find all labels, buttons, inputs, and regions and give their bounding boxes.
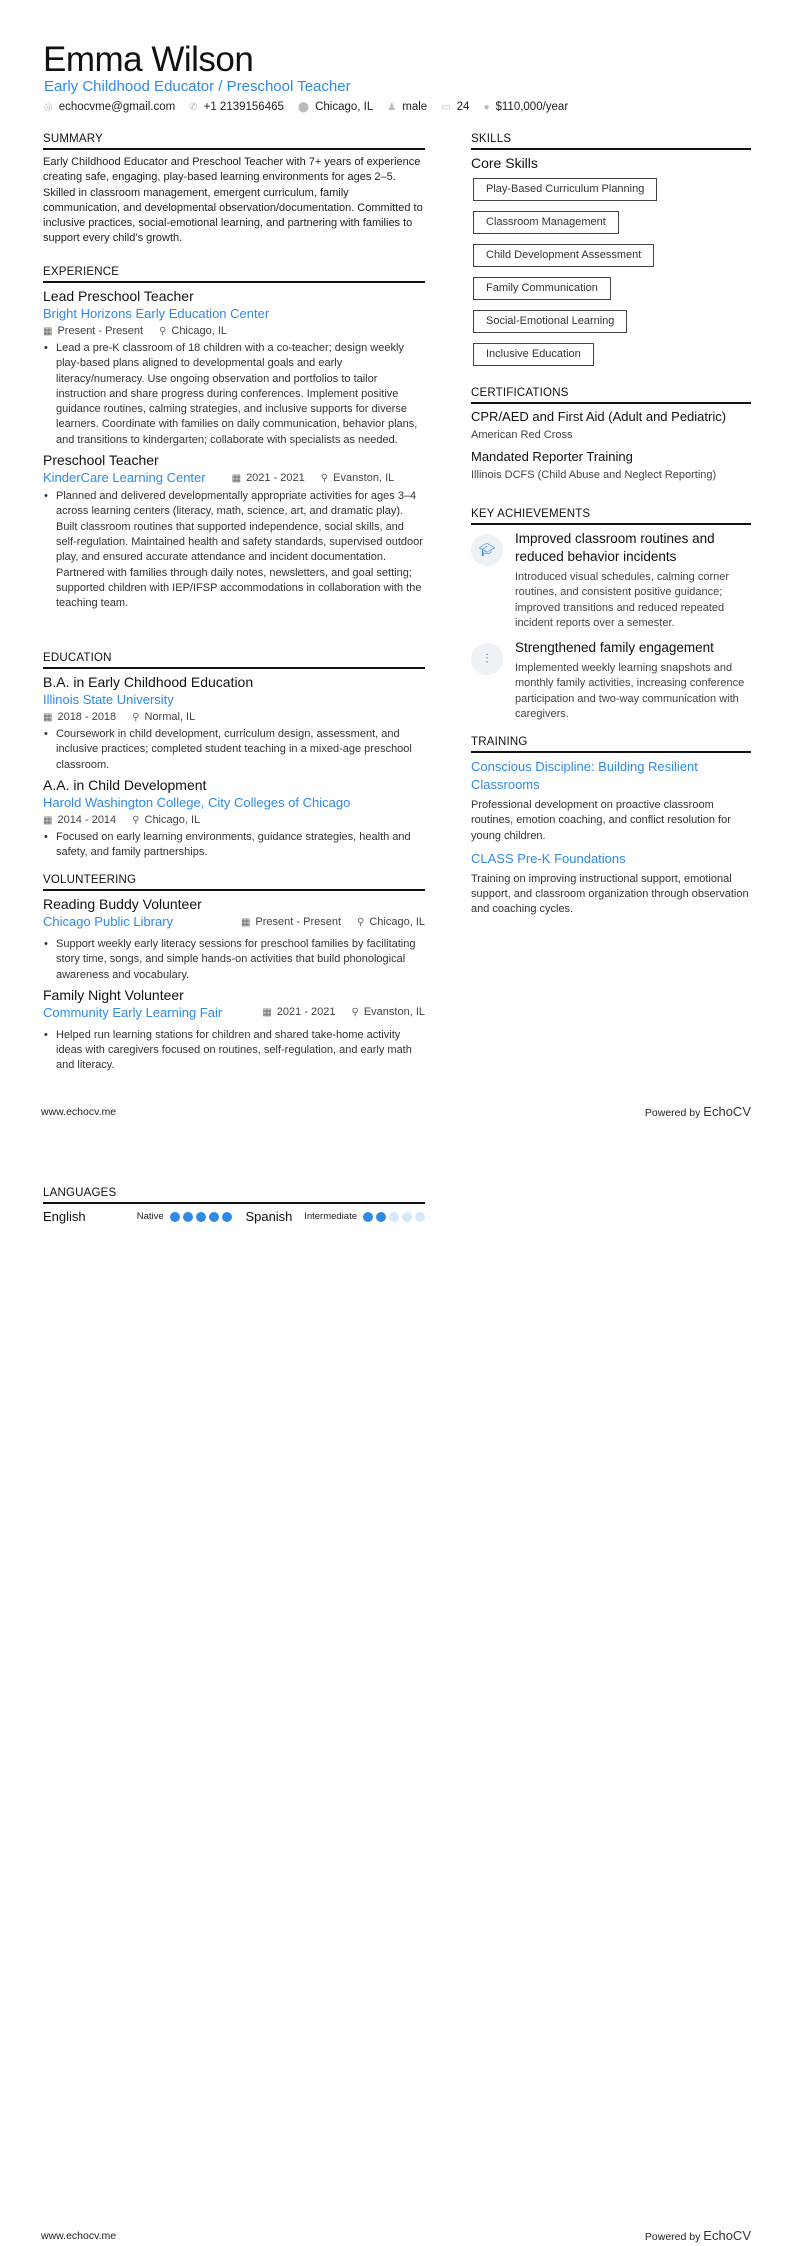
section-heading: EXPERIENCE bbox=[43, 266, 425, 283]
location-icon: ⬤ bbox=[297, 101, 310, 113]
section-heading: EDUCATION bbox=[43, 652, 425, 669]
section-heading: CERTIFICATIONS bbox=[471, 387, 751, 404]
proficiency-dot bbox=[363, 1212, 373, 1222]
location: Chicago, IL bbox=[144, 813, 201, 826]
calendar-icon: ▦ bbox=[262, 1007, 272, 1019]
proficiency-dot bbox=[196, 1212, 206, 1222]
volunteering-section bbox=[43, 874, 425, 1074]
powered-label: Powered by bbox=[644, 2231, 701, 2243]
achievement-desc: Introduced visual schedules, calming corner routines, and consistent positive guidance; improved transitions and reduced repeated incident reports over a semester. bbox=[515, 571, 730, 629]
proficiency-dot bbox=[183, 1212, 193, 1222]
location: Evanston, IL bbox=[333, 471, 395, 484]
section-heading: KEY ACHIEVEMENTS bbox=[471, 508, 751, 525]
achievement-title: Strengthened family engagement bbox=[515, 640, 714, 656]
bullet: • Planned and delivered developmentally appropriate activities for ages 3–4 across learning centers (literacy, math, science, art, and dramatic play). Built classroom routines that supported independence, social skills, and self-regulation. Maintained health and safety standards, supervised outdoor play, and ensured accurate attendance and incident documentation. Partnered with families through daily notes, newsletters, and goal setting; supported children with IEP/IFSP accommodations in collaboration with the teaching team. bbox=[43, 489, 425, 611]
gender: male bbox=[402, 101, 428, 113]
proficiency-dot bbox=[415, 1212, 425, 1222]
location-icon: ⚲ bbox=[357, 916, 365, 928]
footer-url[interactable]: www.echocv.me bbox=[41, 1106, 117, 1118]
section-heading: SUMMARY bbox=[43, 133, 425, 150]
candidate-name: Emma Wilson bbox=[43, 40, 254, 79]
achievement-item bbox=[471, 639, 751, 722]
certification-title: CPR/AED and First Aid (Adult and Pediatric) bbox=[471, 409, 727, 424]
proficiency-dots bbox=[363, 1212, 425, 1222]
section-heading: TRAINING bbox=[471, 736, 751, 753]
section-heading: VOLUNTEERING bbox=[43, 874, 425, 891]
section-heading: LANGUAGES bbox=[43, 1187, 425, 1204]
experience-section bbox=[43, 266, 425, 611]
proficiency-dot bbox=[402, 1212, 412, 1222]
powered-by bbox=[645, 2228, 751, 2243]
calendar-icon: ▭ bbox=[441, 101, 451, 113]
calendar-icon: ▦ bbox=[43, 712, 53, 723]
certification-issuer: Illinois DCFS (Child Abuse and Neglect Reporting) bbox=[471, 469, 717, 481]
location: Chicago, IL bbox=[315, 101, 374, 113]
brand-logo[interactable]: EchoCV bbox=[703, 1104, 751, 1119]
achievements-section bbox=[471, 508, 751, 730]
dates: 2021 - 2021 bbox=[276, 1006, 336, 1019]
skill-pill: Inclusive Education bbox=[473, 343, 594, 366]
calendar-icon: ▦ bbox=[231, 472, 242, 484]
achievement-item bbox=[471, 530, 751, 631]
location-icon: ⚲ bbox=[132, 712, 140, 723]
calendar-icon: ▦ bbox=[43, 326, 53, 337]
location: Normal, IL bbox=[144, 711, 196, 723]
dates: 2014 - 2014 bbox=[57, 813, 117, 826]
footer-url[interactable]: www.echocv.me bbox=[41, 2230, 117, 2242]
school: Illinois State University bbox=[43, 692, 174, 707]
bullet: • Support weekly early literacy sessions for preschool families by facilitating story time, songs, and simple hands-on activities that build phonological awareness and vocabulary. bbox=[43, 937, 425, 983]
proficiency-dots bbox=[170, 1212, 232, 1222]
skill-pill: Classroom Management bbox=[473, 211, 619, 234]
location-icon: ⚲ bbox=[351, 1007, 359, 1019]
contact-bar bbox=[44, 101, 568, 113]
experience-item bbox=[43, 452, 425, 611]
proficiency-dot bbox=[376, 1212, 386, 1222]
dates: 2018 - 2018 bbox=[57, 711, 117, 723]
role-title: Reading Buddy Volunteer bbox=[43, 896, 202, 912]
user-icon: ♟ bbox=[387, 101, 397, 113]
salary: $110,000/year bbox=[495, 101, 569, 113]
education-item bbox=[43, 674, 425, 773]
graduation-cap-icon: 🎓︎ bbox=[471, 534, 503, 566]
languages-section bbox=[43, 1187, 425, 1224]
skill-pill: Child Development Assessment bbox=[473, 244, 654, 267]
money-icon: ● bbox=[483, 101, 490, 113]
bullet: • Coursework in child development, curriculum design, assessment, and inclusive practices; completed student teaching in a mixed-age preschool classroom. bbox=[43, 727, 425, 773]
organization: Community Early Learning Fair bbox=[43, 1004, 223, 1020]
role-title: Family Night Volunteer bbox=[43, 986, 184, 1003]
at-icon: ◎ bbox=[44, 101, 53, 113]
dates: Present - Present bbox=[57, 325, 144, 337]
degree: A.A. in Child Development bbox=[43, 776, 207, 793]
volunteering-item bbox=[43, 987, 425, 1074]
job-title: Lead Preschool Teacher bbox=[43, 288, 194, 304]
proficiency-dot bbox=[222, 1212, 232, 1222]
achievement-desc: Implemented weekly learning snapshots and monthly family activities, increasing conference participation and two-way communication with caregivers. bbox=[515, 662, 745, 721]
location: Chicago, IL bbox=[171, 325, 228, 337]
email[interactable]: echocvme@gmail.com bbox=[58, 101, 176, 113]
skill-group-title: Core Skills bbox=[471, 155, 538, 171]
powered-label: Powered by bbox=[644, 1107, 701, 1119]
employer: KinderCare Learning Center bbox=[43, 470, 206, 486]
skill-pill: Social-Emotional Learning bbox=[473, 310, 627, 333]
certifications-section bbox=[471, 387, 751, 489]
location-icon: ⚲ bbox=[159, 326, 167, 337]
location: Chicago, IL bbox=[369, 915, 425, 928]
proficiency-dot bbox=[389, 1212, 399, 1222]
skills-section bbox=[471, 133, 751, 376]
skill-pill: Play-Based Curriculum Planning bbox=[473, 178, 657, 201]
bullet: • Lead a pre-K classroom of 18 children with a co-teacher; design weekly play-based plans aligned to developmental goals and early literacy/numeracy. Use ongoing observation and portfolios to tailor instruction and share progress during conferences. Implement positive guidance routines, calming strategies, and inclusive supports for diverse learners. Coordinate with families on daily communication, behavior plans, and transitions to kindergarten; collaborate with specialists as needed. bbox=[43, 341, 425, 448]
summary-text: Early Childhood Educator and Preschool Teacher with 7+ years of experience creating safe, engaging, play-based learning environments for ages 2–5. Skilled in classroom management, emergent curriculum, family communication, and developmental observation/documentation. Committed to inclusive practices, social-emotional learning, and partnering with families to support every child’s growth. bbox=[43, 156, 423, 245]
certification-issuer: American Red Cross bbox=[471, 429, 573, 441]
age: 24 bbox=[456, 101, 470, 113]
job-title: Preschool Teacher bbox=[43, 452, 159, 469]
skill-pill: Family Communication bbox=[473, 277, 611, 300]
sliders-icon: ⫶ bbox=[471, 643, 503, 675]
certification-title: Mandated Reporter Training bbox=[471, 449, 633, 464]
bullet: • Focused on early learning environments, guidance strategies, health and safety, and family partnerships. bbox=[43, 830, 425, 861]
degree: B.A. in Early Childhood Education bbox=[43, 674, 254, 690]
dates: 2021 - 2021 bbox=[246, 471, 305, 484]
location-icon: ⚲ bbox=[320, 472, 329, 484]
training-title: CLASS Pre-K Foundations bbox=[471, 850, 626, 866]
section-heading: SKILLS bbox=[471, 133, 751, 150]
calendar-icon: ▦ bbox=[43, 814, 53, 826]
calendar-icon: ▦ bbox=[240, 916, 251, 928]
proficiency-dot bbox=[170, 1212, 180, 1222]
location-icon: ⚲ bbox=[132, 814, 140, 826]
dates: Present - Present bbox=[255, 915, 342, 928]
achievement-title: Improved classroom routines and reduced behavior incidents bbox=[515, 531, 715, 564]
summary-section bbox=[43, 133, 425, 247]
training-desc: Professional development on proactive classroom routines, emotion coaching, and conflict resolution for young children. bbox=[471, 799, 731, 842]
volunteering-item bbox=[43, 896, 425, 983]
experience-item bbox=[43, 288, 425, 448]
training-title: Conscious Discipline: Building Resilient Classrooms bbox=[471, 759, 698, 792]
bullet: • Helped run learning stations for children and shared take-home activity ideas with caregivers focused on routines, self-regulation, and early math and literacy. bbox=[43, 1028, 425, 1074]
powered-by bbox=[645, 1104, 751, 1119]
phone[interactable]: +1 2139156465 bbox=[203, 101, 284, 113]
location: Evanston, IL bbox=[363, 1006, 425, 1019]
language-name: English bbox=[43, 1209, 86, 1224]
candidate-title: Early Childhood Educator / Preschool Teacher bbox=[44, 78, 351, 95]
training-section bbox=[471, 736, 751, 924]
education-item bbox=[43, 777, 425, 861]
education-section bbox=[43, 652, 425, 860]
brand-logo[interactable]: EchoCV bbox=[703, 2228, 751, 2243]
organization: Chicago Public Library bbox=[43, 914, 174, 929]
employer: Bright Horizons Early Education Center bbox=[43, 306, 270, 321]
training-desc: Training on improving instructional support, emotional support, and classroom organization through observation and coaching cycles. bbox=[471, 872, 749, 916]
phone-icon: ✆ bbox=[189, 101, 198, 113]
proficiency-dot bbox=[209, 1212, 219, 1222]
language-level: Native bbox=[136, 1211, 164, 1222]
language-level: Intermediate bbox=[304, 1211, 357, 1222]
school: Harold Washington College, City Colleges of Chicago bbox=[43, 794, 351, 810]
language-name: Spanish bbox=[245, 1209, 293, 1224]
